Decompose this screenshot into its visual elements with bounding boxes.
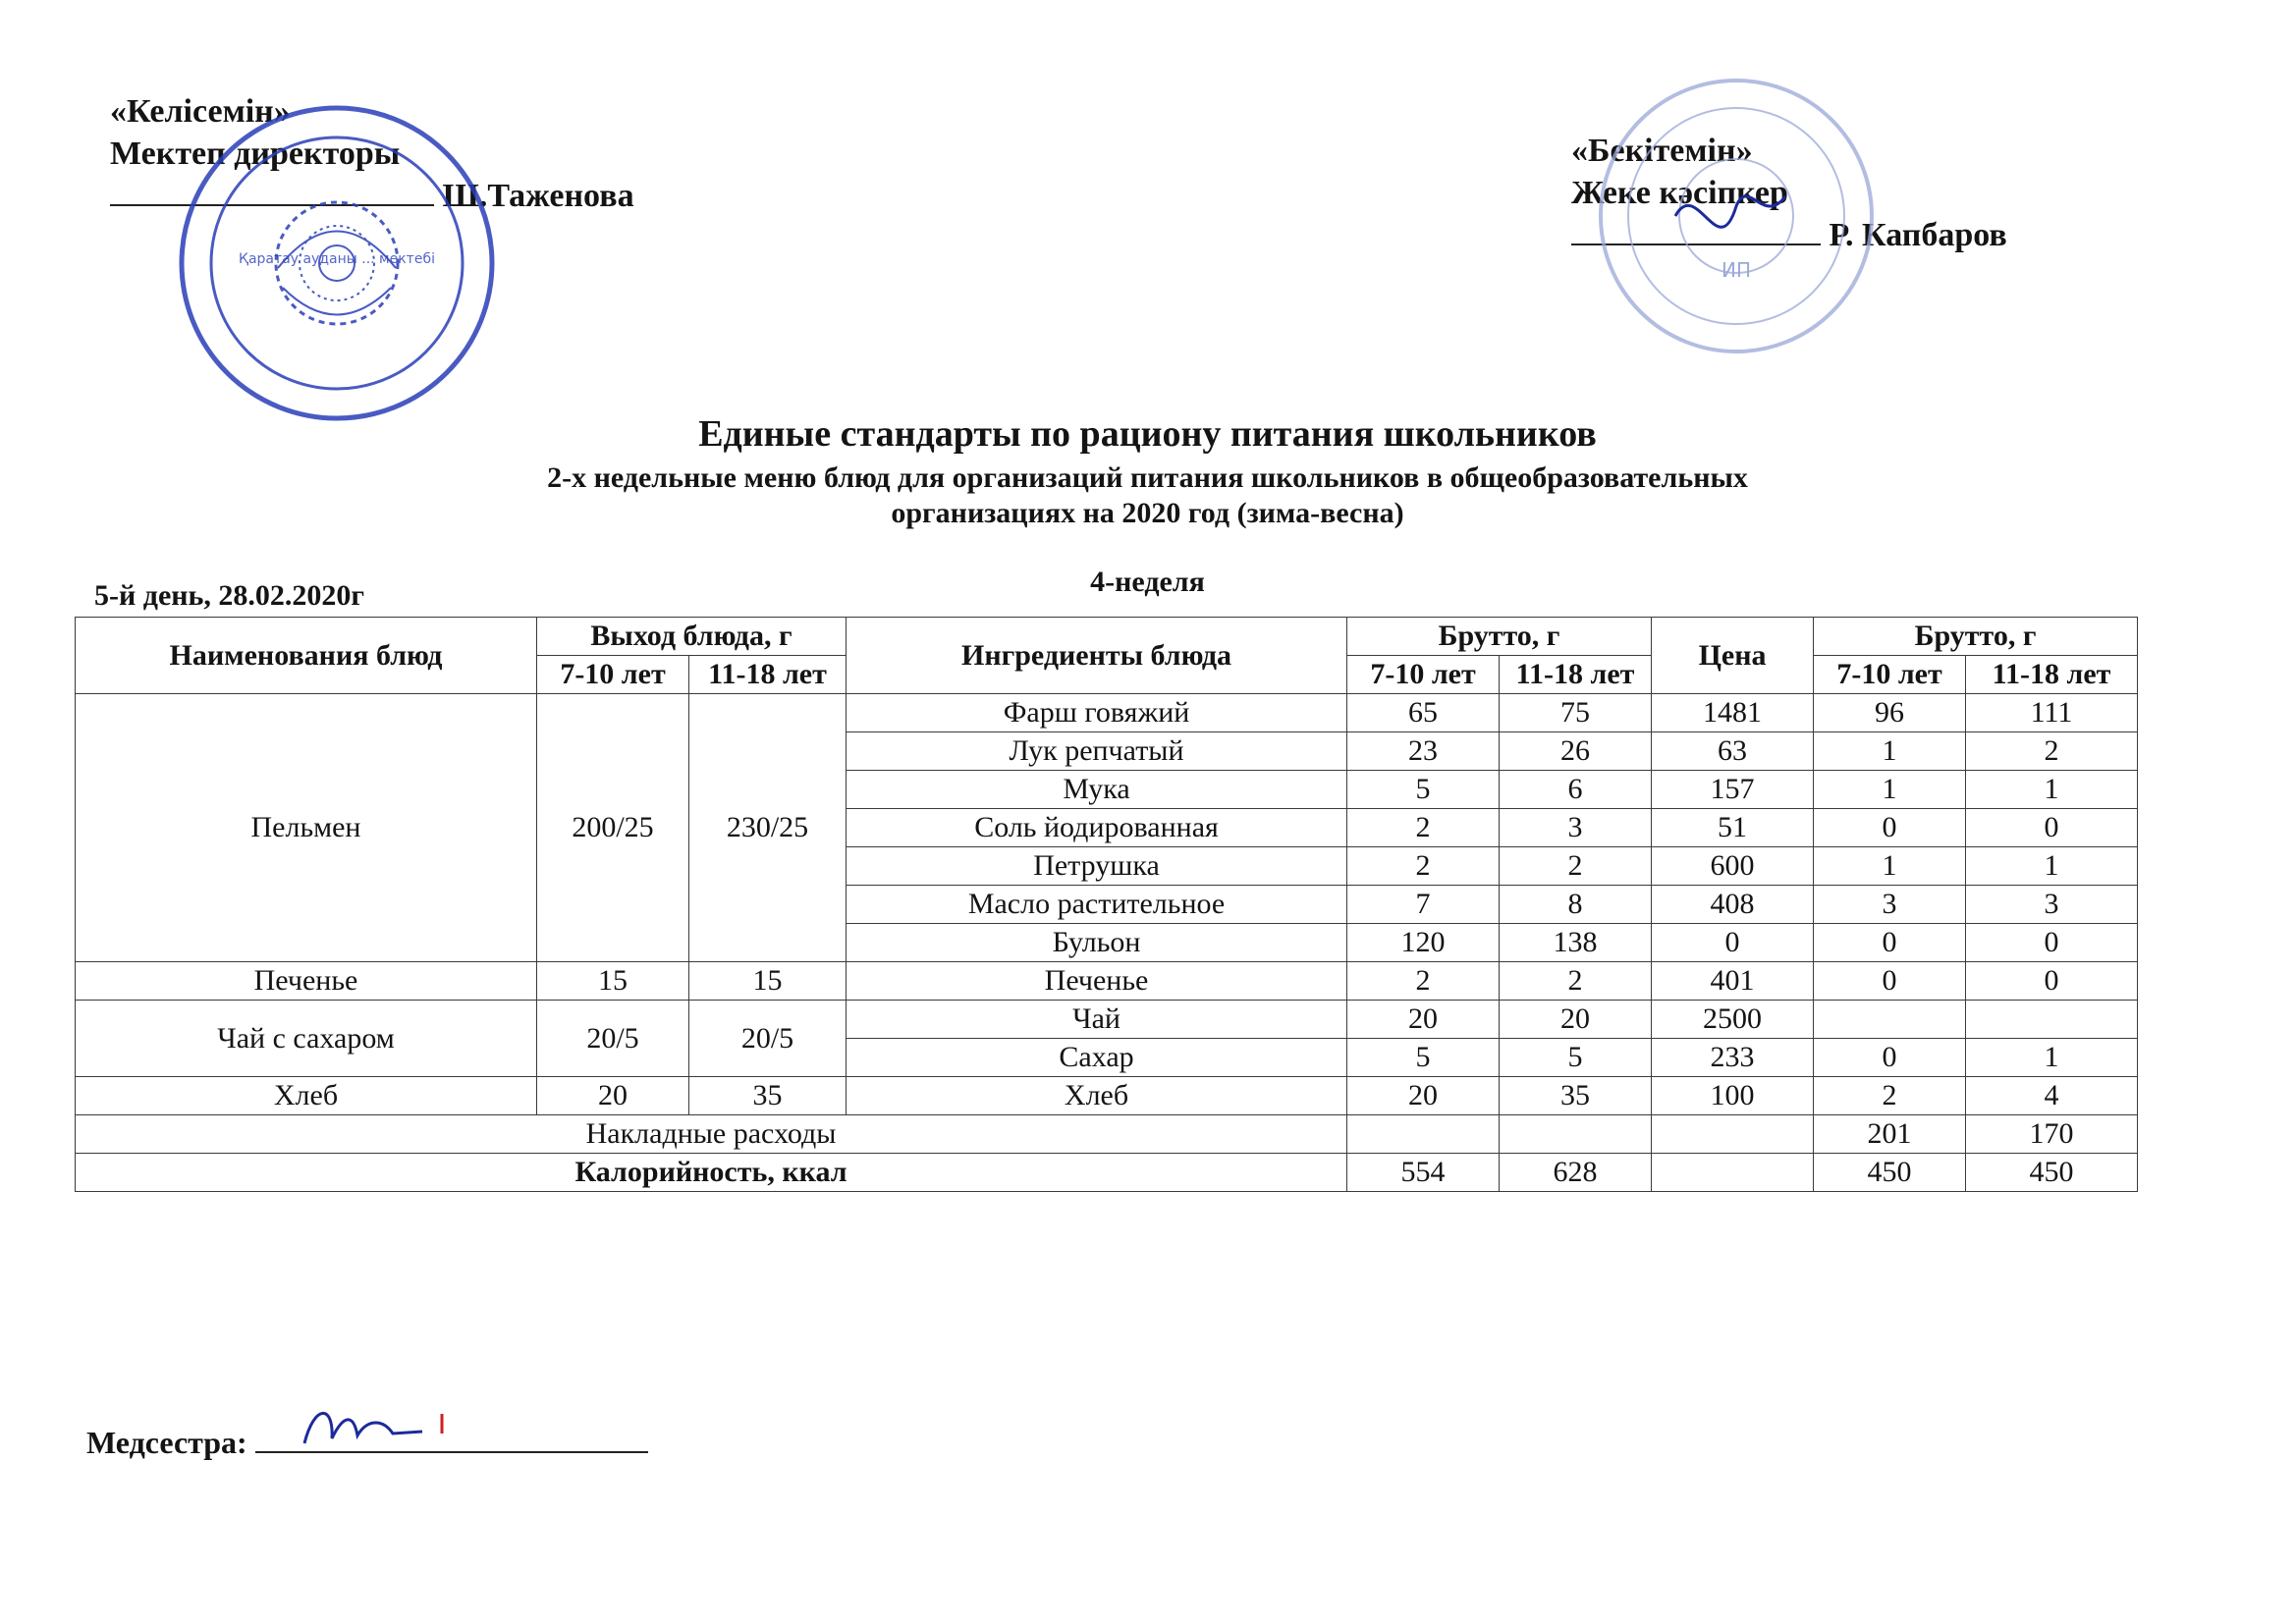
signature-right (1675, 196, 1785, 227)
day-label: 5-й день, 28.02.2020г (94, 579, 365, 612)
approval-right-name: Р. Капбаров (1829, 217, 2007, 253)
stamp-right-text: ИП (1721, 258, 1751, 282)
brutto-11-18-cell: 75 (1500, 694, 1652, 732)
cost-11-18-cell: 1 (1966, 1039, 2138, 1077)
table-row (76, 694, 2138, 732)
price-cell: 1481 (1652, 694, 1814, 732)
cost-11-18-cell: 111 (1966, 694, 2138, 732)
cost-7-10-cell: 0 (1814, 1039, 1966, 1077)
brutto-7-10-cell: 2 (1347, 809, 1500, 847)
cost-11-18-cell: 2 (1966, 732, 2138, 771)
dish-cell: Печенье (76, 962, 537, 1001)
brutto-7-10-cell: 20 (1347, 1001, 1500, 1039)
header-cost-11-18: 11-18 лет (1966, 656, 2138, 694)
cost-11-18-cell: 0 (1966, 962, 2138, 1001)
brutto-11-18-cell: 26 (1500, 732, 1652, 771)
document-title: Единые стандарты по рациону питания школьников (698, 413, 1597, 455)
price-cell: 408 (1652, 886, 1814, 924)
ingredient-cell: Петрушка (847, 847, 1347, 886)
header-yield-11-18: 11-18 лет (689, 656, 847, 694)
calories-brutto-7-10: 554 (1347, 1154, 1500, 1192)
brutto-7-10-cell: 2 (1347, 962, 1500, 1001)
school-stamp (165, 96, 509, 430)
table-row (76, 1077, 2138, 1115)
cost-11-18-cell: 1 (1966, 847, 2138, 886)
ingredient-cell: Соль йодированная (847, 809, 1347, 847)
price-cell: 0 (1652, 924, 1814, 962)
header-brutto: Брутто, г (1347, 618, 1652, 656)
overhead-11-18: 170 (1966, 1115, 2138, 1154)
cost-7-10-cell: 1 (1814, 732, 1966, 771)
approval-left-position: Мектеп директоры (110, 135, 401, 172)
overhead-label: Накладные расходы (76, 1115, 1347, 1154)
cost-11-18-cell: 3 (1966, 886, 2138, 924)
cost-7-10-cell: 1 (1814, 847, 1966, 886)
document-subtitle-line2: организациях на 2020 год (зима-весна) (891, 497, 1404, 529)
overhead-row (76, 1115, 2138, 1154)
header-ingredients: Ингредиенты блюда (847, 618, 1347, 694)
ingredient-cell: Мука (847, 771, 1347, 809)
cost-7-10-cell: 2 (1814, 1077, 1966, 1115)
calories-brutto-11-18: 628 (1500, 1154, 1652, 1192)
brutto-11-18-cell: 6 (1500, 771, 1652, 809)
brutto-11-18-cell: 138 (1500, 924, 1652, 962)
brutto-11-18-cell: 20 (1500, 1001, 1652, 1039)
overhead-empty (1500, 1115, 1652, 1154)
ingredient-cell: Сахар (847, 1039, 1347, 1077)
header-yield: Выход блюда, г (537, 618, 847, 656)
brutto-7-10-cell: 5 (1347, 771, 1500, 809)
cost-11-18-cell (1966, 1001, 2138, 1039)
yield-7-10-cell: 200/25 (537, 694, 689, 962)
ingredient-cell: Лук репчатый (847, 732, 1347, 771)
yield-11-18-cell: 20/5 (689, 1001, 847, 1077)
header-cost-7-10: 7-10 лет (1814, 656, 1966, 694)
cost-7-10-cell (1814, 1001, 1966, 1039)
header-dish: Наименования блюд (76, 618, 537, 694)
brutto-7-10-cell: 2 (1347, 847, 1500, 886)
approval-right-position: Жеке кәсіпкер (1571, 175, 1788, 211)
brutto-11-18-cell: 8 (1500, 886, 1652, 924)
brutto-11-18-cell: 35 (1500, 1077, 1652, 1115)
nurse-signature (295, 1394, 471, 1463)
header-brutto-11-18: 11-18 лет (1500, 656, 1652, 694)
cost-11-18-cell: 4 (1966, 1077, 2138, 1115)
ingredient-cell: Фарш говяжий (847, 694, 1347, 732)
approval-right-title: «Бекітемін» (1571, 133, 1753, 169)
approval-left-name: Ш.Таженова (442, 178, 634, 214)
document-subtitle-line1: 2-х недельные меню блюд для организаций питания школьников в общеобразовательных (547, 461, 1748, 494)
dish-cell: Чай с сахаром (76, 1001, 537, 1077)
brutto-11-18-cell: 2 (1500, 847, 1652, 886)
dish-cell: Хлеб (76, 1077, 537, 1115)
price-cell: 100 (1652, 1077, 1814, 1115)
overhead-empty (1652, 1115, 1814, 1154)
brutto-11-18-cell: 5 (1500, 1039, 1652, 1077)
cost-7-10-cell: 0 (1814, 962, 1966, 1001)
table-row (76, 1001, 2138, 1039)
ingredient-cell: Бульон (847, 924, 1347, 962)
yield-7-10-cell: 20/5 (537, 1001, 689, 1077)
brutto-7-10-cell: 23 (1347, 732, 1500, 771)
dish-cell: Пельмен (76, 694, 537, 962)
yield-7-10-cell: 20 (537, 1077, 689, 1115)
header-brutto-cost: Брутто, г (1814, 618, 2138, 656)
ingredient-cell: Масло растительное (847, 886, 1347, 924)
price-cell: 157 (1652, 771, 1814, 809)
approval-left-title: «Келісемін» (110, 93, 291, 130)
nurse-label: Медсестра: (86, 1425, 247, 1460)
yield-7-10-cell: 15 (537, 962, 689, 1001)
cost-11-18-cell: 0 (1966, 809, 2138, 847)
brutto-7-10-cell: 5 (1347, 1039, 1500, 1077)
price-cell: 63 (1652, 732, 1814, 771)
table-row (76, 962, 2138, 1001)
calories-empty (1652, 1154, 1814, 1192)
brutto-7-10-cell: 20 (1347, 1077, 1500, 1115)
calories-label: Калорийность, ккал (76, 1154, 1347, 1192)
cost-11-18-cell: 1 (1966, 771, 2138, 809)
menu-table (75, 617, 2138, 1192)
week-label: 4-неделя (1090, 566, 1205, 598)
yield-11-18-cell: 230/25 (689, 694, 847, 962)
ingredient-cell: Хлеб (847, 1077, 1347, 1115)
stamp-left-text: Қаратау ауданы ... мектебі (239, 251, 435, 267)
cost-7-10-cell: 1 (1814, 771, 1966, 809)
brutto-11-18-cell: 2 (1500, 962, 1652, 1001)
yield-11-18-cell: 35 (689, 1077, 847, 1115)
cost-7-10-cell: 0 (1814, 924, 1966, 962)
ingredient-cell: Печенье (847, 962, 1347, 1001)
price-cell: 401 (1652, 962, 1814, 1001)
calories-7-10: 450 (1814, 1154, 1966, 1192)
price-cell: 600 (1652, 847, 1814, 886)
brutto-7-10-cell: 120 (1347, 924, 1500, 962)
cost-11-18-cell: 0 (1966, 924, 2138, 962)
header-yield-7-10: 7-10 лет (537, 656, 689, 694)
header-brutto-7-10: 7-10 лет (1347, 656, 1500, 694)
overhead-7-10: 201 (1814, 1115, 1966, 1154)
brutto-7-10-cell: 65 (1347, 694, 1500, 732)
header-price: Цена (1652, 618, 1814, 694)
cost-7-10-cell: 0 (1814, 809, 1966, 847)
price-cell: 233 (1652, 1039, 1814, 1077)
brutto-7-10-cell: 7 (1347, 886, 1500, 924)
calories-11-18: 450 (1966, 1154, 2138, 1192)
header-row-1 (76, 618, 2138, 656)
ingredient-cell: Чай (847, 1001, 1347, 1039)
cost-7-10-cell: 3 (1814, 886, 1966, 924)
price-cell: 51 (1652, 809, 1814, 847)
overhead-empty (1347, 1115, 1500, 1154)
yield-11-18-cell: 15 (689, 962, 847, 1001)
cost-7-10-cell: 96 (1814, 694, 1966, 732)
calories-row (76, 1154, 2138, 1192)
brutto-11-18-cell: 3 (1500, 809, 1652, 847)
price-cell: 2500 (1652, 1001, 1814, 1039)
entrepreneur-stamp (1589, 69, 1884, 363)
